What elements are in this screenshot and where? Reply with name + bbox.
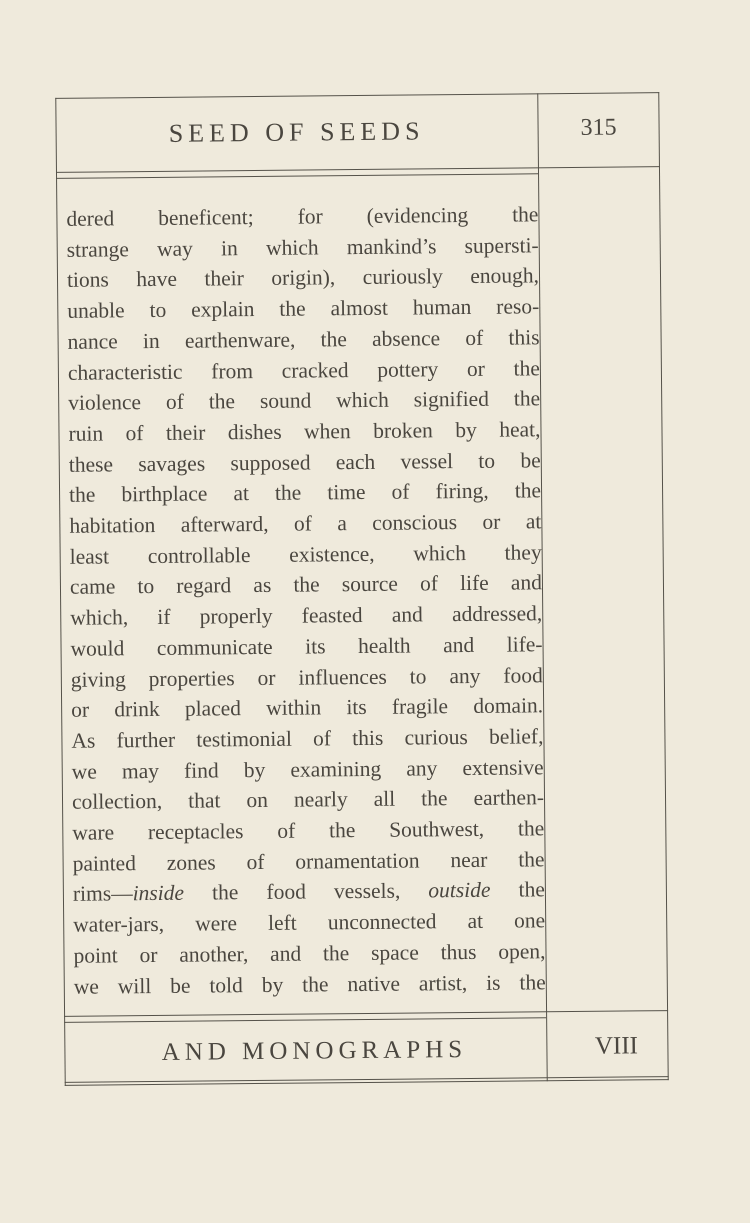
word: testimonial bbox=[196, 726, 292, 752]
word: inside bbox=[132, 881, 185, 906]
word: vessels, bbox=[333, 879, 401, 904]
text-line bbox=[69, 476, 541, 511]
word: dishes bbox=[227, 419, 282, 445]
word: (evidencing bbox=[366, 202, 469, 228]
word: further bbox=[116, 727, 176, 753]
word: receptacles bbox=[147, 819, 244, 845]
footer-rule-2 bbox=[64, 1017, 546, 1023]
word: if bbox=[157, 604, 171, 630]
word: the bbox=[519, 969, 546, 995]
word: of bbox=[391, 479, 410, 505]
word: would bbox=[70, 636, 125, 661]
text-line bbox=[73, 936, 545, 971]
text-line bbox=[68, 384, 540, 419]
frame-left-rule bbox=[55, 98, 65, 1086]
word: controllable bbox=[147, 542, 251, 568]
word: of bbox=[465, 325, 484, 350]
text-line bbox=[67, 261, 539, 296]
word: a bbox=[337, 511, 347, 536]
word: this bbox=[508, 325, 540, 350]
word: beneficent; bbox=[158, 205, 254, 230]
word: the bbox=[322, 941, 350, 966]
word: vessel bbox=[400, 448, 454, 474]
word: signified bbox=[413, 386, 490, 412]
word: firing, bbox=[435, 479, 489, 504]
word: explain bbox=[191, 297, 255, 322]
running-foot-title: AND MONOGRAPHS bbox=[161, 1036, 468, 1066]
word: point bbox=[73, 943, 118, 968]
word: fragile bbox=[391, 694, 449, 719]
word: of bbox=[277, 818, 296, 843]
frame-top-rule bbox=[55, 92, 659, 99]
word: belief, bbox=[488, 724, 544, 749]
word: absence bbox=[371, 326, 441, 351]
word: communicate bbox=[156, 634, 273, 660]
word: each bbox=[335, 449, 376, 474]
word: they bbox=[504, 540, 542, 565]
word: these bbox=[68, 452, 114, 477]
header-rule-1 bbox=[56, 166, 660, 173]
word: painted bbox=[72, 850, 137, 876]
word: sound bbox=[259, 388, 312, 414]
word: were bbox=[195, 911, 238, 936]
word: collection, bbox=[71, 789, 163, 815]
word: influences bbox=[298, 664, 387, 690]
word: at bbox=[233, 481, 250, 506]
word: regard bbox=[176, 573, 232, 599]
word: of bbox=[419, 571, 439, 596]
word: source bbox=[341, 572, 399, 597]
word: may bbox=[121, 758, 160, 783]
word: pottery bbox=[377, 356, 439, 382]
word: nearly bbox=[293, 787, 348, 813]
word: we bbox=[71, 759, 97, 784]
word: from bbox=[211, 358, 254, 383]
text-line bbox=[68, 414, 540, 449]
word: or bbox=[482, 509, 501, 534]
word: one bbox=[513, 908, 546, 933]
text-line bbox=[73, 875, 545, 910]
word: earthen- bbox=[473, 785, 545, 811]
word: the bbox=[518, 847, 545, 872]
word: its bbox=[346, 695, 367, 720]
word: of bbox=[125, 421, 144, 446]
word: which bbox=[336, 387, 389, 413]
word: characteristic bbox=[67, 359, 183, 385]
word: or bbox=[139, 942, 158, 968]
word: examining bbox=[290, 756, 382, 782]
text-line bbox=[72, 813, 544, 848]
word: heat, bbox=[499, 417, 541, 442]
word: cracked bbox=[281, 357, 349, 383]
word: and bbox=[443, 632, 475, 658]
text-line bbox=[72, 752, 544, 787]
word: life bbox=[459, 571, 489, 596]
word: enough, bbox=[470, 263, 540, 289]
word: life- bbox=[506, 632, 543, 657]
word: which bbox=[413, 540, 466, 566]
word: reso- bbox=[496, 294, 540, 319]
word: artist, bbox=[418, 970, 468, 996]
word: came bbox=[69, 574, 116, 600]
word: at bbox=[467, 909, 484, 934]
word: of bbox=[165, 389, 184, 415]
word: the bbox=[320, 326, 347, 352]
word: tions bbox=[66, 267, 109, 293]
word: which, bbox=[70, 605, 129, 630]
word: the bbox=[421, 786, 448, 811]
word: strange bbox=[66, 236, 129, 262]
word: the bbox=[68, 482, 96, 508]
word: another, bbox=[179, 941, 249, 967]
word: mankind’s bbox=[346, 233, 437, 259]
word: curious bbox=[404, 724, 468, 750]
word: or bbox=[466, 356, 485, 381]
text-line bbox=[70, 598, 542, 633]
page-number: 315 bbox=[580, 114, 617, 141]
word: As bbox=[71, 728, 96, 753]
word: on bbox=[246, 788, 269, 813]
word: food bbox=[503, 662, 543, 688]
word: broken bbox=[373, 418, 433, 443]
word: the bbox=[514, 478, 542, 503]
word: and bbox=[269, 941, 302, 966]
word: the bbox=[517, 816, 545, 841]
word: Southwest, bbox=[389, 816, 485, 842]
word: rims— bbox=[72, 881, 133, 907]
word: existence, bbox=[289, 541, 375, 567]
word: birthplace bbox=[121, 481, 208, 507]
word: curiously bbox=[362, 264, 443, 290]
running-head-title: SEED OF SEEDS bbox=[168, 116, 425, 148]
word: the bbox=[512, 202, 539, 227]
word: or bbox=[257, 665, 276, 690]
frame-right-rule bbox=[658, 92, 668, 1080]
word: the bbox=[279, 296, 306, 321]
word: almost bbox=[330, 295, 389, 321]
word: which bbox=[265, 235, 319, 260]
text-line bbox=[69, 506, 541, 541]
text-line bbox=[71, 721, 543, 756]
word: time bbox=[327, 480, 366, 505]
word: by bbox=[243, 757, 266, 782]
word: is bbox=[486, 970, 501, 995]
word: outside bbox=[428, 878, 491, 903]
word: of bbox=[293, 511, 312, 536]
text-line bbox=[68, 353, 540, 388]
word: way bbox=[156, 236, 193, 261]
word: extensive bbox=[462, 754, 544, 780]
word: for bbox=[297, 204, 323, 229]
word: least bbox=[69, 544, 110, 569]
word: and bbox=[391, 602, 423, 627]
word: giving bbox=[70, 666, 126, 692]
word: the bbox=[211, 880, 239, 905]
word: be bbox=[170, 973, 191, 998]
word: nance bbox=[67, 329, 118, 354]
word: to bbox=[478, 448, 496, 473]
word-group bbox=[73, 878, 184, 910]
word: of bbox=[246, 849, 265, 874]
word: feasted bbox=[301, 603, 363, 628]
section-number: VIII bbox=[594, 1032, 639, 1060]
word: near bbox=[450, 847, 488, 872]
word: of bbox=[312, 726, 332, 751]
word: any bbox=[406, 755, 438, 781]
word: by bbox=[261, 972, 284, 997]
word: will bbox=[117, 973, 152, 998]
word: the bbox=[208, 389, 236, 414]
word: have bbox=[136, 267, 178, 292]
word: supersti- bbox=[464, 232, 539, 258]
word: to bbox=[409, 663, 427, 689]
text-line bbox=[67, 230, 539, 265]
word: human bbox=[412, 295, 472, 320]
word: properties bbox=[148, 665, 235, 691]
word: properly bbox=[199, 604, 273, 629]
word: health bbox=[357, 633, 411, 658]
text-line bbox=[72, 783, 544, 818]
word: food bbox=[266, 880, 307, 905]
word: savages bbox=[138, 451, 206, 476]
text-line bbox=[71, 660, 543, 695]
word: their bbox=[204, 266, 244, 291]
word: the bbox=[293, 572, 320, 598]
word: conscious bbox=[372, 510, 458, 535]
word: violence bbox=[68, 390, 142, 416]
text-line bbox=[73, 905, 545, 940]
word: or bbox=[71, 697, 90, 723]
footer-rule-1 bbox=[64, 1010, 668, 1017]
word: told bbox=[209, 972, 243, 998]
word: earthenware, bbox=[184, 327, 296, 353]
word: afterward, bbox=[180, 511, 269, 537]
word: be bbox=[520, 447, 541, 473]
word: in bbox=[220, 235, 238, 261]
word: the bbox=[518, 877, 545, 902]
word: to bbox=[149, 297, 167, 323]
word: open, bbox=[498, 939, 546, 964]
text-line bbox=[67, 291, 539, 326]
word: left bbox=[267, 910, 297, 936]
word: when bbox=[303, 419, 351, 444]
word: unable bbox=[67, 298, 125, 323]
text-line bbox=[69, 445, 541, 480]
word: the bbox=[513, 386, 541, 411]
text-line bbox=[74, 967, 546, 1002]
word: the bbox=[302, 971, 329, 997]
text-line bbox=[66, 199, 538, 234]
word: we bbox=[73, 974, 99, 999]
word: this bbox=[352, 725, 384, 751]
word: their bbox=[165, 420, 206, 445]
word: native bbox=[347, 971, 401, 996]
word: that bbox=[188, 788, 221, 814]
text-line bbox=[70, 568, 542, 603]
word: drink bbox=[114, 697, 160, 722]
page-frame bbox=[55, 92, 668, 1086]
text-line bbox=[70, 629, 542, 664]
word: placed bbox=[184, 696, 242, 721]
word: and bbox=[510, 570, 543, 596]
word: all bbox=[373, 787, 396, 812]
word: ware bbox=[72, 820, 115, 845]
word: within bbox=[266, 695, 322, 721]
word: thus bbox=[440, 939, 477, 965]
word: space bbox=[370, 940, 419, 965]
text-line bbox=[72, 844, 544, 879]
word: the bbox=[274, 480, 302, 506]
word: find bbox=[183, 758, 219, 783]
word: addressed, bbox=[451, 601, 543, 627]
header-rule-2 bbox=[56, 173, 538, 179]
word: any bbox=[449, 663, 481, 688]
word: to bbox=[137, 574, 155, 599]
word: the bbox=[513, 355, 540, 381]
word: ornamentation bbox=[295, 848, 420, 874]
word: the bbox=[328, 818, 356, 843]
text-line bbox=[71, 691, 543, 726]
word: as bbox=[253, 573, 272, 598]
word: by bbox=[455, 417, 477, 443]
word: water-jars, bbox=[73, 912, 165, 937]
word: dered bbox=[66, 206, 115, 231]
word: supposed bbox=[230, 450, 311, 475]
word: ruin bbox=[68, 421, 104, 446]
word: habitation bbox=[69, 513, 156, 538]
word: its bbox=[305, 634, 326, 659]
text-line bbox=[67, 322, 539, 357]
text-line bbox=[70, 537, 542, 572]
word: origin), bbox=[271, 265, 336, 291]
word: domain. bbox=[473, 693, 544, 719]
word: zones bbox=[166, 850, 216, 875]
word: in bbox=[142, 328, 160, 353]
word: unconnected bbox=[327, 909, 437, 935]
word: at bbox=[525, 509, 542, 534]
body-text bbox=[66, 199, 546, 1002]
